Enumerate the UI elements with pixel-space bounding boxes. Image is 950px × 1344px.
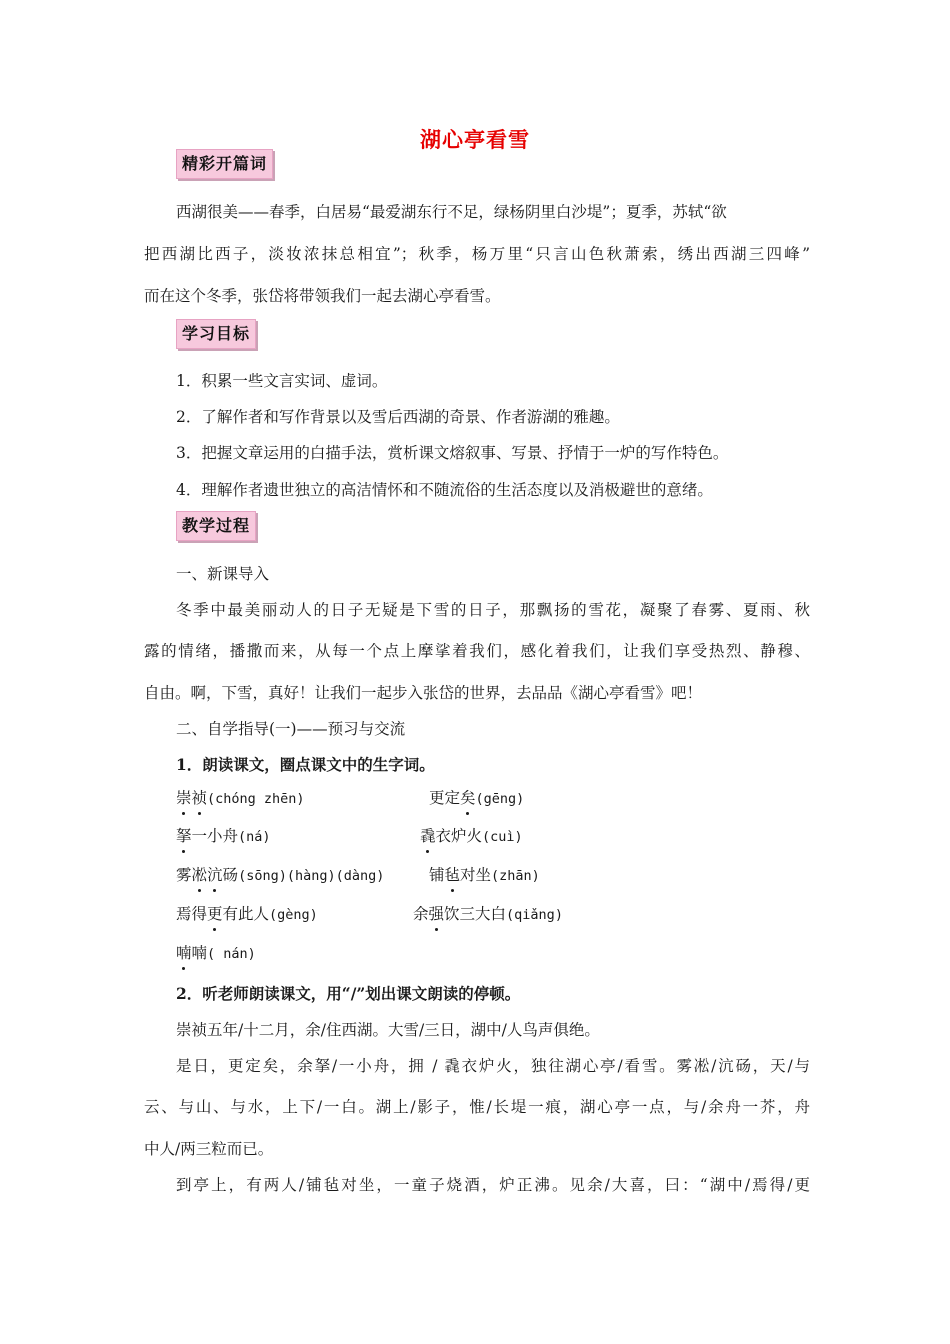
goal-item-1: 1．积累一些文言实词、虚词。 [176, 372, 388, 390]
goal-item-3: 3．把握文章运用的白描手法，赏析课文熔叙事、写景、抒情于一炉的写作特色。 [176, 444, 729, 462]
emphasis-dot [213, 928, 216, 931]
emphasis-dot [182, 850, 185, 853]
vocab-text: 余 [413, 905, 429, 923]
vocab-emphasized-char: 祯 [192, 789, 208, 807]
section-badge-goals: 学习目标 [176, 319, 256, 349]
vocab-text: 有此人 [222, 905, 270, 923]
vocab-text: 饮三大白 [444, 905, 507, 923]
vocab-item [429, 788, 524, 809]
vocab-item [420, 826, 523, 847]
vocab-item [176, 788, 305, 809]
vocab-item [176, 865, 384, 886]
vocab-text: 焉得 [176, 905, 208, 923]
vocab-item [176, 943, 256, 964]
emphasis-dot [466, 812, 469, 815]
vocab-emphasized-char: 凇 [192, 866, 208, 884]
emphasis-dot [198, 889, 201, 892]
step1-instruction: 1．朗读课文，圈点课文中的生字词。 [176, 755, 435, 774]
vocab-pinyin: (ná) [238, 829, 271, 845]
part1-heading: 一、新课导入 [176, 565, 270, 583]
part2-heading: 二、自学指导(一)——预习与交流 [176, 720, 406, 738]
reading-line-2: 是日，更定矣，余拏/一小舟，拥 / 毳衣炉火，独往湖心亭/看雪。雾凇/沆砀，天/与 [176, 1057, 810, 1075]
reading-line-1: 崇祯五年/十二月，余/住西湖。大雪/三日，湖中/人鸟声俱绝。 [176, 1021, 600, 1039]
reading-line-4: 中人/两三粒而已。 [144, 1140, 274, 1158]
step2-instruction: 2．听老师朗读课文，用“/”划出课文朗读的停顿。 [176, 984, 521, 1003]
vocab-emphasized-char: 强 [429, 905, 445, 923]
vocab-emphasized-char: 矣 [460, 789, 476, 807]
emphasis-dot [451, 889, 454, 892]
intro-line-3: 而在这个冬季，张岱将带领我们一起去湖心亭看雪。 [144, 287, 501, 305]
vocab-emphasized-char: 崇 [176, 789, 192, 807]
vocab-text: 雾 [176, 866, 192, 884]
vocab-emphasized-char: 更 [207, 905, 223, 923]
reading-line-5: 到亭上，有两人/铺毡对坐，一童子烧酒，炉正沸。见余/大喜，曰：“湖中/焉得/更 [176, 1176, 810, 1194]
vocab-item [429, 865, 540, 886]
vocab-pinyin: (sōng)(hàng)(dàng) [238, 868, 385, 884]
emphasis-dot [435, 928, 438, 931]
vocab-text: 衣炉火 [435, 827, 483, 845]
intro-line-2: 把西湖比西子，淡妆浓抹总相宜”；秋季，杨万里“只言山色秋萧索，绣出西湖三四峰” [144, 245, 810, 263]
vocab-text: 铺 [429, 866, 445, 884]
vocab-text: 更定 [429, 789, 461, 807]
vocab-pinyin: (qiǎng) [506, 907, 563, 923]
emphasis-dot [213, 889, 216, 892]
goal-item-2: 2．了解作者和写作背景以及雪后西湖的奇景、作者游湖的雅趣。 [176, 408, 620, 426]
reading-line-3: 云、与山、与水，上下/一白。湖上/影子，惟/长堤一痕，湖心亭一点，与/余舟一芥，舟 [144, 1098, 810, 1116]
vocab-emphasized-char: 沆 [207, 866, 223, 884]
section-badge-intro: 精彩开篇词 [176, 149, 273, 179]
emphasis-dot [182, 812, 185, 815]
emphasis-dot [198, 812, 201, 815]
part1-line-1: 冬季中最美丽动人的日子无疑是下雪的日子，那飘扬的雪花，凝聚了春雾、夏雨、秋 [176, 601, 810, 619]
part1-line-3: 自由。啊，下雪，真好！让我们一起步入张岱的世界，去品品《湖心亭看雪》吧！ [144, 684, 703, 702]
vocab-emphasized-char: 毳 [420, 827, 436, 845]
vocab-text: 一小舟 [191, 827, 239, 845]
vocab-item [176, 904, 318, 925]
vocab-pinyin: ( nán) [207, 946, 256, 962]
vocab-item [413, 904, 563, 925]
vocab-emphasized-char: 喃 [176, 944, 192, 962]
emphasis-dot [182, 967, 185, 970]
emphasis-dot [426, 850, 429, 853]
vocab-pinyin: (cuì) [482, 829, 523, 845]
vocab-pinyin: (chóng zhēn) [207, 791, 305, 807]
vocab-pinyin: (gēng) [475, 791, 525, 807]
intro-line-1: 西湖很美——春季，白居易“最爱湖东行不足，绿杨阴里白沙堤”；夏季，苏轼“欲 [176, 203, 727, 221]
vocab-pinyin: (zhān) [491, 868, 540, 884]
section-badge-process: 教学过程 [176, 511, 256, 541]
goal-item-4: 4．理解作者遗世独立的高洁情怀和不随流俗的生活态度以及消极避世的意绪。 [176, 481, 713, 499]
vocab-text: 对坐 [460, 866, 492, 884]
vocab-text: 喃 [191, 944, 208, 962]
page-title: 湖心亭看雪 [420, 128, 530, 152]
part1-line-2: 露的情绪，播撒而来，从每一个点上摩挲着我们，感化着我们，让我们享受热烈、静穆、 [144, 642, 810, 660]
vocab-pinyin: (gèng) [269, 907, 318, 923]
vocab-emphasized-char: 毡 [445, 866, 461, 884]
vocab-text: 砀 [222, 866, 239, 884]
vocab-item [176, 826, 271, 847]
vocab-emphasized-char: 拏 [176, 827, 192, 845]
